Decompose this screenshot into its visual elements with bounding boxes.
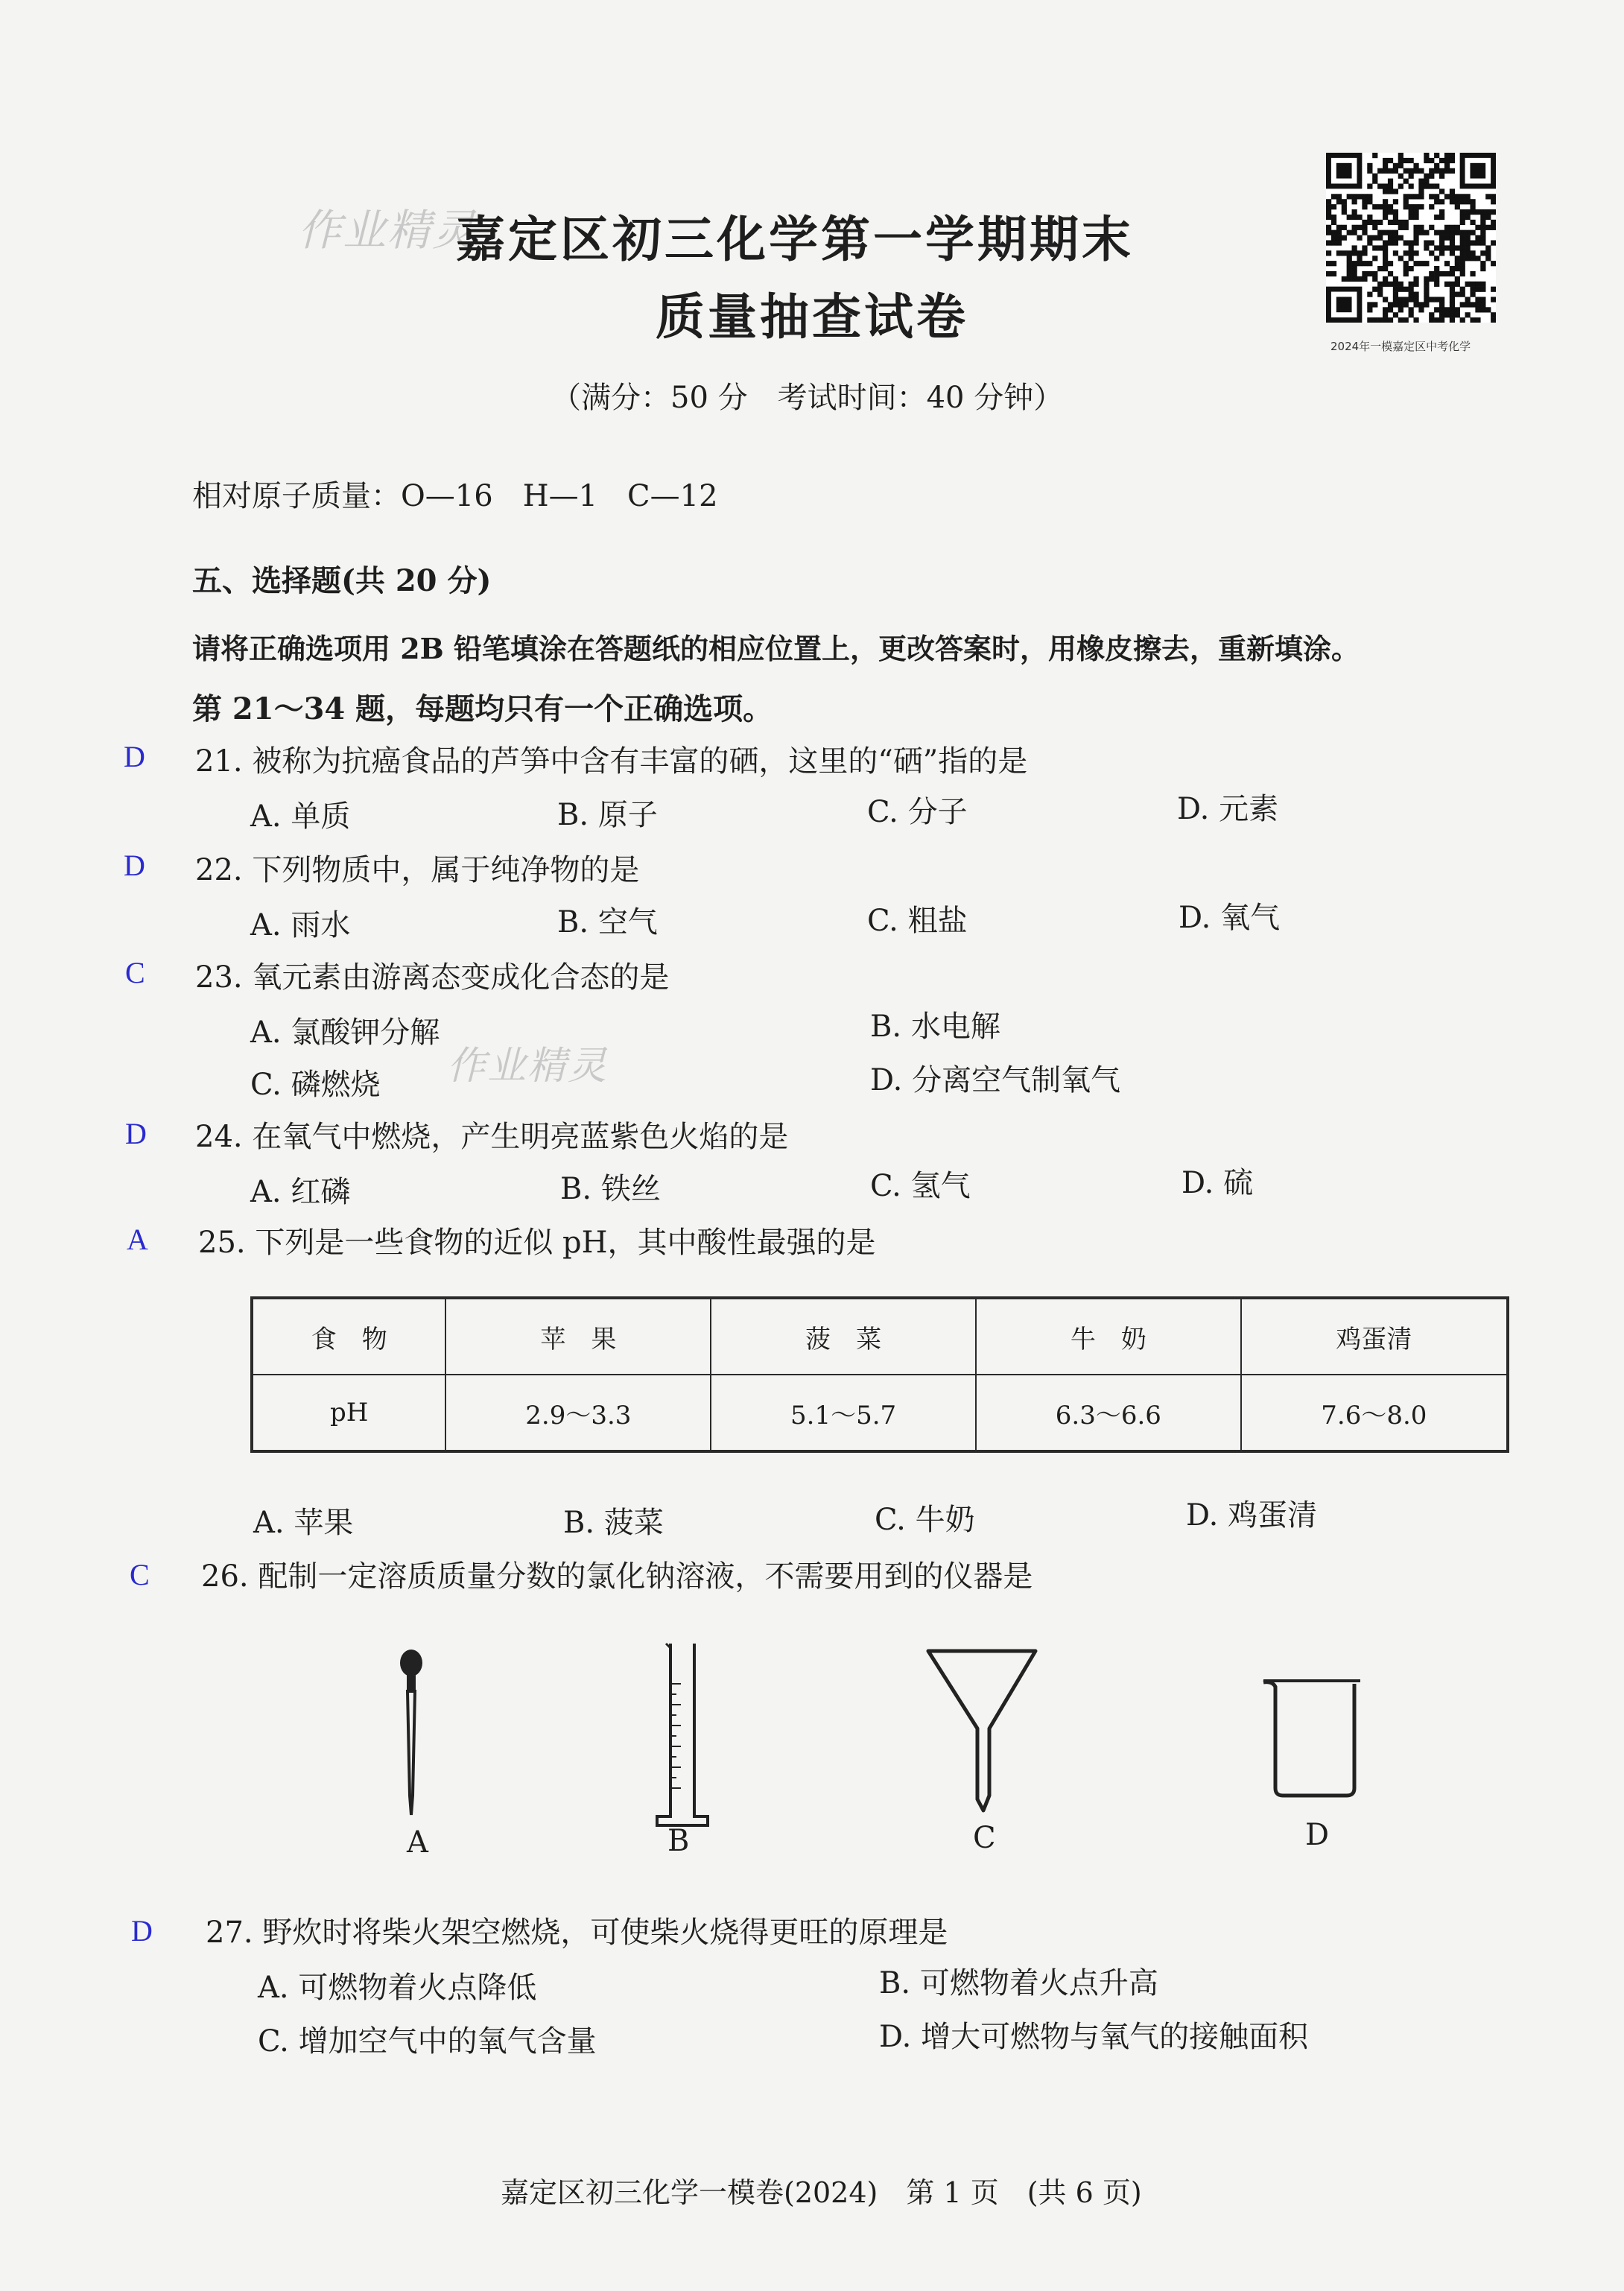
title-line1: 嘉定区初三化学第一学期期末 [456,210,1134,268]
table-row [252,1298,1508,1375]
question-24-stem: 24. 在氧气中燃烧，产生明亮蓝紫色火焰的是 [195,1120,789,1154]
question-21-stem: 21. 被称为抗癌食品的芦笋中含有丰富的硒，这里的“硒”指的是 [195,744,1028,779]
answer-27: D [131,1914,153,1948]
beaker-icon [1259,1676,1371,1803]
watermark-middle: 作业精灵 [447,1044,609,1089]
watermark-top: 作业精灵 [298,205,478,256]
table-cell: 6.3～6.6 [976,1375,1241,1451]
question-25-stem: 25. 下列是一些食物的近似 pH，其中酸性最强的是 [198,1226,876,1260]
question-26-stem: 26. 配制一定溶质质量分数的氯化钠溶液，不需要用到的仪器是 [201,1559,1033,1594]
q22-option-a: A. 雨水 [250,908,351,942]
q26-label-a: A [407,1825,428,1860]
funnel-icon [924,1647,1043,1818]
graduated-cylinder-icon [648,1639,715,1833]
page-footer: 嘉定区初三化学一模卷(2024) 第 1 页 (共 6 页) [501,2176,1142,2209]
table-header-cell: 食 物 [252,1298,445,1375]
dropper-icon [387,1647,432,1818]
question-22-stem: 22. 下列物质中，属于纯净物的是 [195,853,640,887]
table-cell: 7.6～8.0 [1241,1375,1508,1451]
section-title: 五、选择题(共 20 分) [192,563,492,598]
table-header-cell: 苹 果 [445,1298,711,1375]
q21-option-b: B. 原子 [557,798,658,832]
question-27-stem: 27. 野炊时将柴火架空燃烧，可使柴火烧得更旺的原理是 [206,1915,948,1950]
table-cell: pH [252,1375,445,1451]
q24-option-c: C. 氢气 [870,1169,971,1203]
qr-code-image [1326,153,1496,323]
q25-option-b: B. 菠菜 [563,1506,664,1540]
q21-option-d: D. 元素 [1177,792,1279,826]
table-header-cell: 菠 菜 [711,1298,976,1375]
answer-23: C [125,956,145,989]
q27-option-c: C. 增加空气中的氧气含量 [258,2024,597,2059]
q26-label-d: D [1305,1818,1330,1852]
q25-option-a: A. 苹果 [253,1506,354,1540]
answer-25: A [127,1223,148,1256]
q24-option-d: D. 硫 [1181,1166,1254,1200]
q21-option-c: C. 分子 [867,795,968,829]
qr-caption: 2024年一模嘉定区中考化学 [1330,340,1471,353]
table-cell: 5.1～5.7 [711,1375,976,1451]
title-line2: 质量抽查试卷 [656,288,968,346]
table-header-cell: 鸡蛋清 [1241,1298,1508,1375]
answer-22: D [124,849,145,882]
table-header-cell: 牛 奶 [976,1298,1241,1375]
q22-option-d: D. 氧气 [1179,901,1281,935]
answer-21: D [124,740,145,773]
q27-option-b: B. 可燃物着火点升高 [879,1966,1158,2000]
q26-label-c: C [973,1821,996,1855]
table-row [252,1375,1508,1451]
q23-option-b: B. 水电解 [870,1010,1000,1044]
answer-24: D [125,1117,147,1150]
q25-option-c: C. 牛奶 [875,1503,975,1537]
q23-option-a: A. 氯酸钾分解 [250,1015,440,1050]
q27-option-d: D. 增大可燃物与氧气的接触面积 [879,2020,1309,2054]
question-23-stem: 23. 氧元素由游离态变成化合态的是 [195,960,670,995]
q24-option-a: A. 红磷 [250,1175,351,1209]
q23-option-c: C. 磷燃烧 [250,1068,381,1102]
exam-subtitle: （满分：50 分 考试时间：40 分钟） [551,381,1064,415]
q24-option-b: B. 铁丝 [560,1172,661,1206]
q27-option-a: A. 可燃物着火点降低 [258,1971,537,2005]
q21-option-a: A. 单质 [250,799,351,834]
ph-table [250,1296,1509,1453]
atomic-mass-line: 相对原子质量：O—16 H—1 C—12 [192,479,718,513]
instruction-line1: 请将正确选项用 2B 铅笔填涂在答题纸的相应位置上，更改答案时，用橡皮擦去，重新填涂。 [192,632,1360,665]
q22-option-c: C. 粗盐 [867,904,968,938]
table-cell: 2.9～3.3 [445,1375,711,1451]
q22-option-b: B. 空气 [557,905,658,939]
instruction-line2: 第 21～34 题，每题均只有一个正确选项。 [192,691,773,726]
q25-option-d: D. 鸡蛋清 [1186,1498,1318,1533]
q26-label-b: B [667,1824,690,1858]
answer-26: C [130,1558,150,1591]
q23-option-d: D. 分离空气制氧气 [870,1063,1121,1097]
